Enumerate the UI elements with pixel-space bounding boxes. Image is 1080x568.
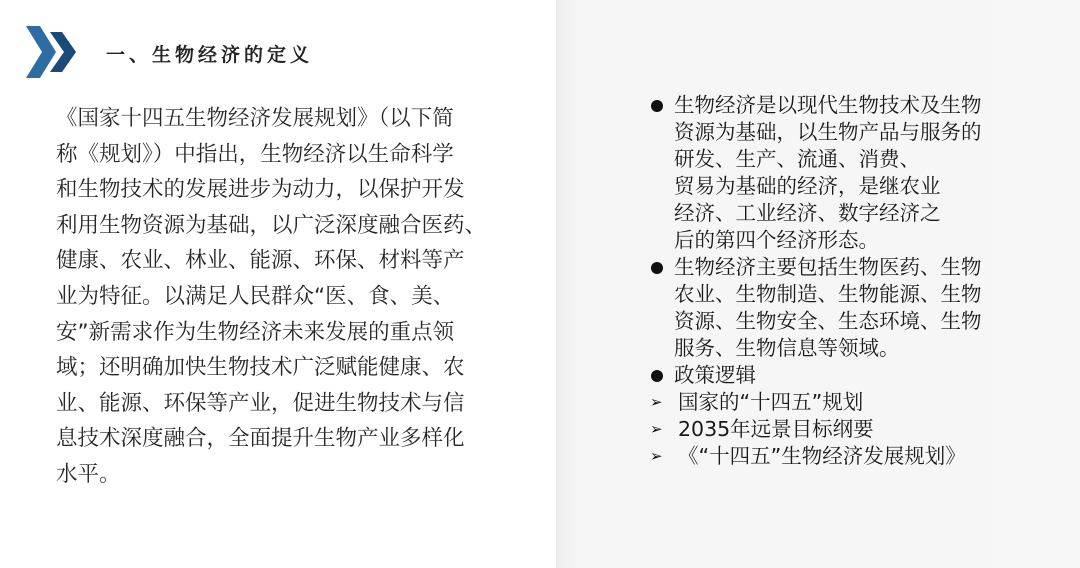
intro-line: 安”新需求作为生物经济未来发展的重点领 — [56, 319, 455, 345]
bullet-dot-icon — [651, 370, 663, 382]
bullet-line: 后的第四个经济形态。 — [674, 228, 879, 252]
intro-line: 称《规划》）中指出，生物经济以生命科学 — [56, 141, 454, 167]
bullet-policy-logic — [648, 362, 1068, 389]
bullet-line: 服务、生物信息等领域。 — [674, 336, 900, 360]
intro-line: 水平。 — [56, 461, 121, 487]
bullet-line: 资源、生物安全、生态环境、生物 — [674, 309, 982, 333]
intro-line: 和生物技术的发展进步为动力，以保护开发 — [56, 177, 465, 203]
bullet-definition — [648, 92, 1068, 254]
bullet-line: 生物经济是以现代生物技术及生物 — [674, 93, 982, 117]
bullet-line: 资源为基础，以生物产品与服务的 — [674, 120, 982, 144]
bullet-list — [648, 92, 1068, 470]
bullet-dot-icon — [651, 100, 663, 112]
section-title: 一、生物经济的定义 — [106, 44, 314, 66]
intro-line: 域；还明确加快生物技术广泛赋能健康、农 — [56, 355, 465, 381]
intro-line: 健康、农业、林业、能源、环保、材料等产 — [56, 248, 465, 274]
bullet-line: 政策逻辑 — [674, 363, 756, 387]
intro-line: 利用生物资源为基础，以广泛深度融合医药、 — [56, 212, 487, 238]
sub-bullet-item — [648, 389, 1068, 416]
double-chevron-right-icon — [26, 26, 86, 78]
arrow-bullet-icon: ➢ — [650, 447, 663, 465]
intro-line: 业、能源、环保等产业，促进生物技术与信 — [56, 390, 465, 416]
bullet-line: 农业、生物制造、生物能源、生物 — [674, 282, 982, 306]
sub-bullet-item — [648, 443, 1068, 470]
intro-paragraph — [56, 101, 506, 493]
intro-line: 《国家十四五生物经济发展规划》（以下简 — [56, 106, 454, 131]
bullet-fields — [648, 254, 1068, 362]
bullet-line: 研发、生产、流通、消费、 — [674, 147, 920, 171]
bullet-line: 贸易为基础的经济，是继农业 — [674, 174, 941, 198]
arrow-bullet-icon: ➢ — [650, 393, 663, 411]
sub-bullet-label: 国家的“十四五”规划 — [678, 390, 864, 414]
sub-bullet-label: 《“十四五”生物经济发展规划》 — [678, 444, 966, 468]
intro-line: 息技术深度融合，全面提升生物产业多样化 — [56, 426, 465, 452]
bullet-line: 经济、工业经济、数字经济之 — [674, 201, 941, 225]
bullet-dot-icon — [651, 262, 663, 274]
arrow-bullet-icon: ➢ — [650, 420, 663, 438]
sub-bullet-item — [648, 416, 1068, 443]
intro-line: 业为特征。以满足人民群众“医、食、美、 — [56, 283, 455, 309]
bullet-line: 生物经济主要包括生物医药、生物 — [674, 255, 982, 279]
sub-bullet-label: 2035年远景目标纲要 — [678, 417, 874, 441]
